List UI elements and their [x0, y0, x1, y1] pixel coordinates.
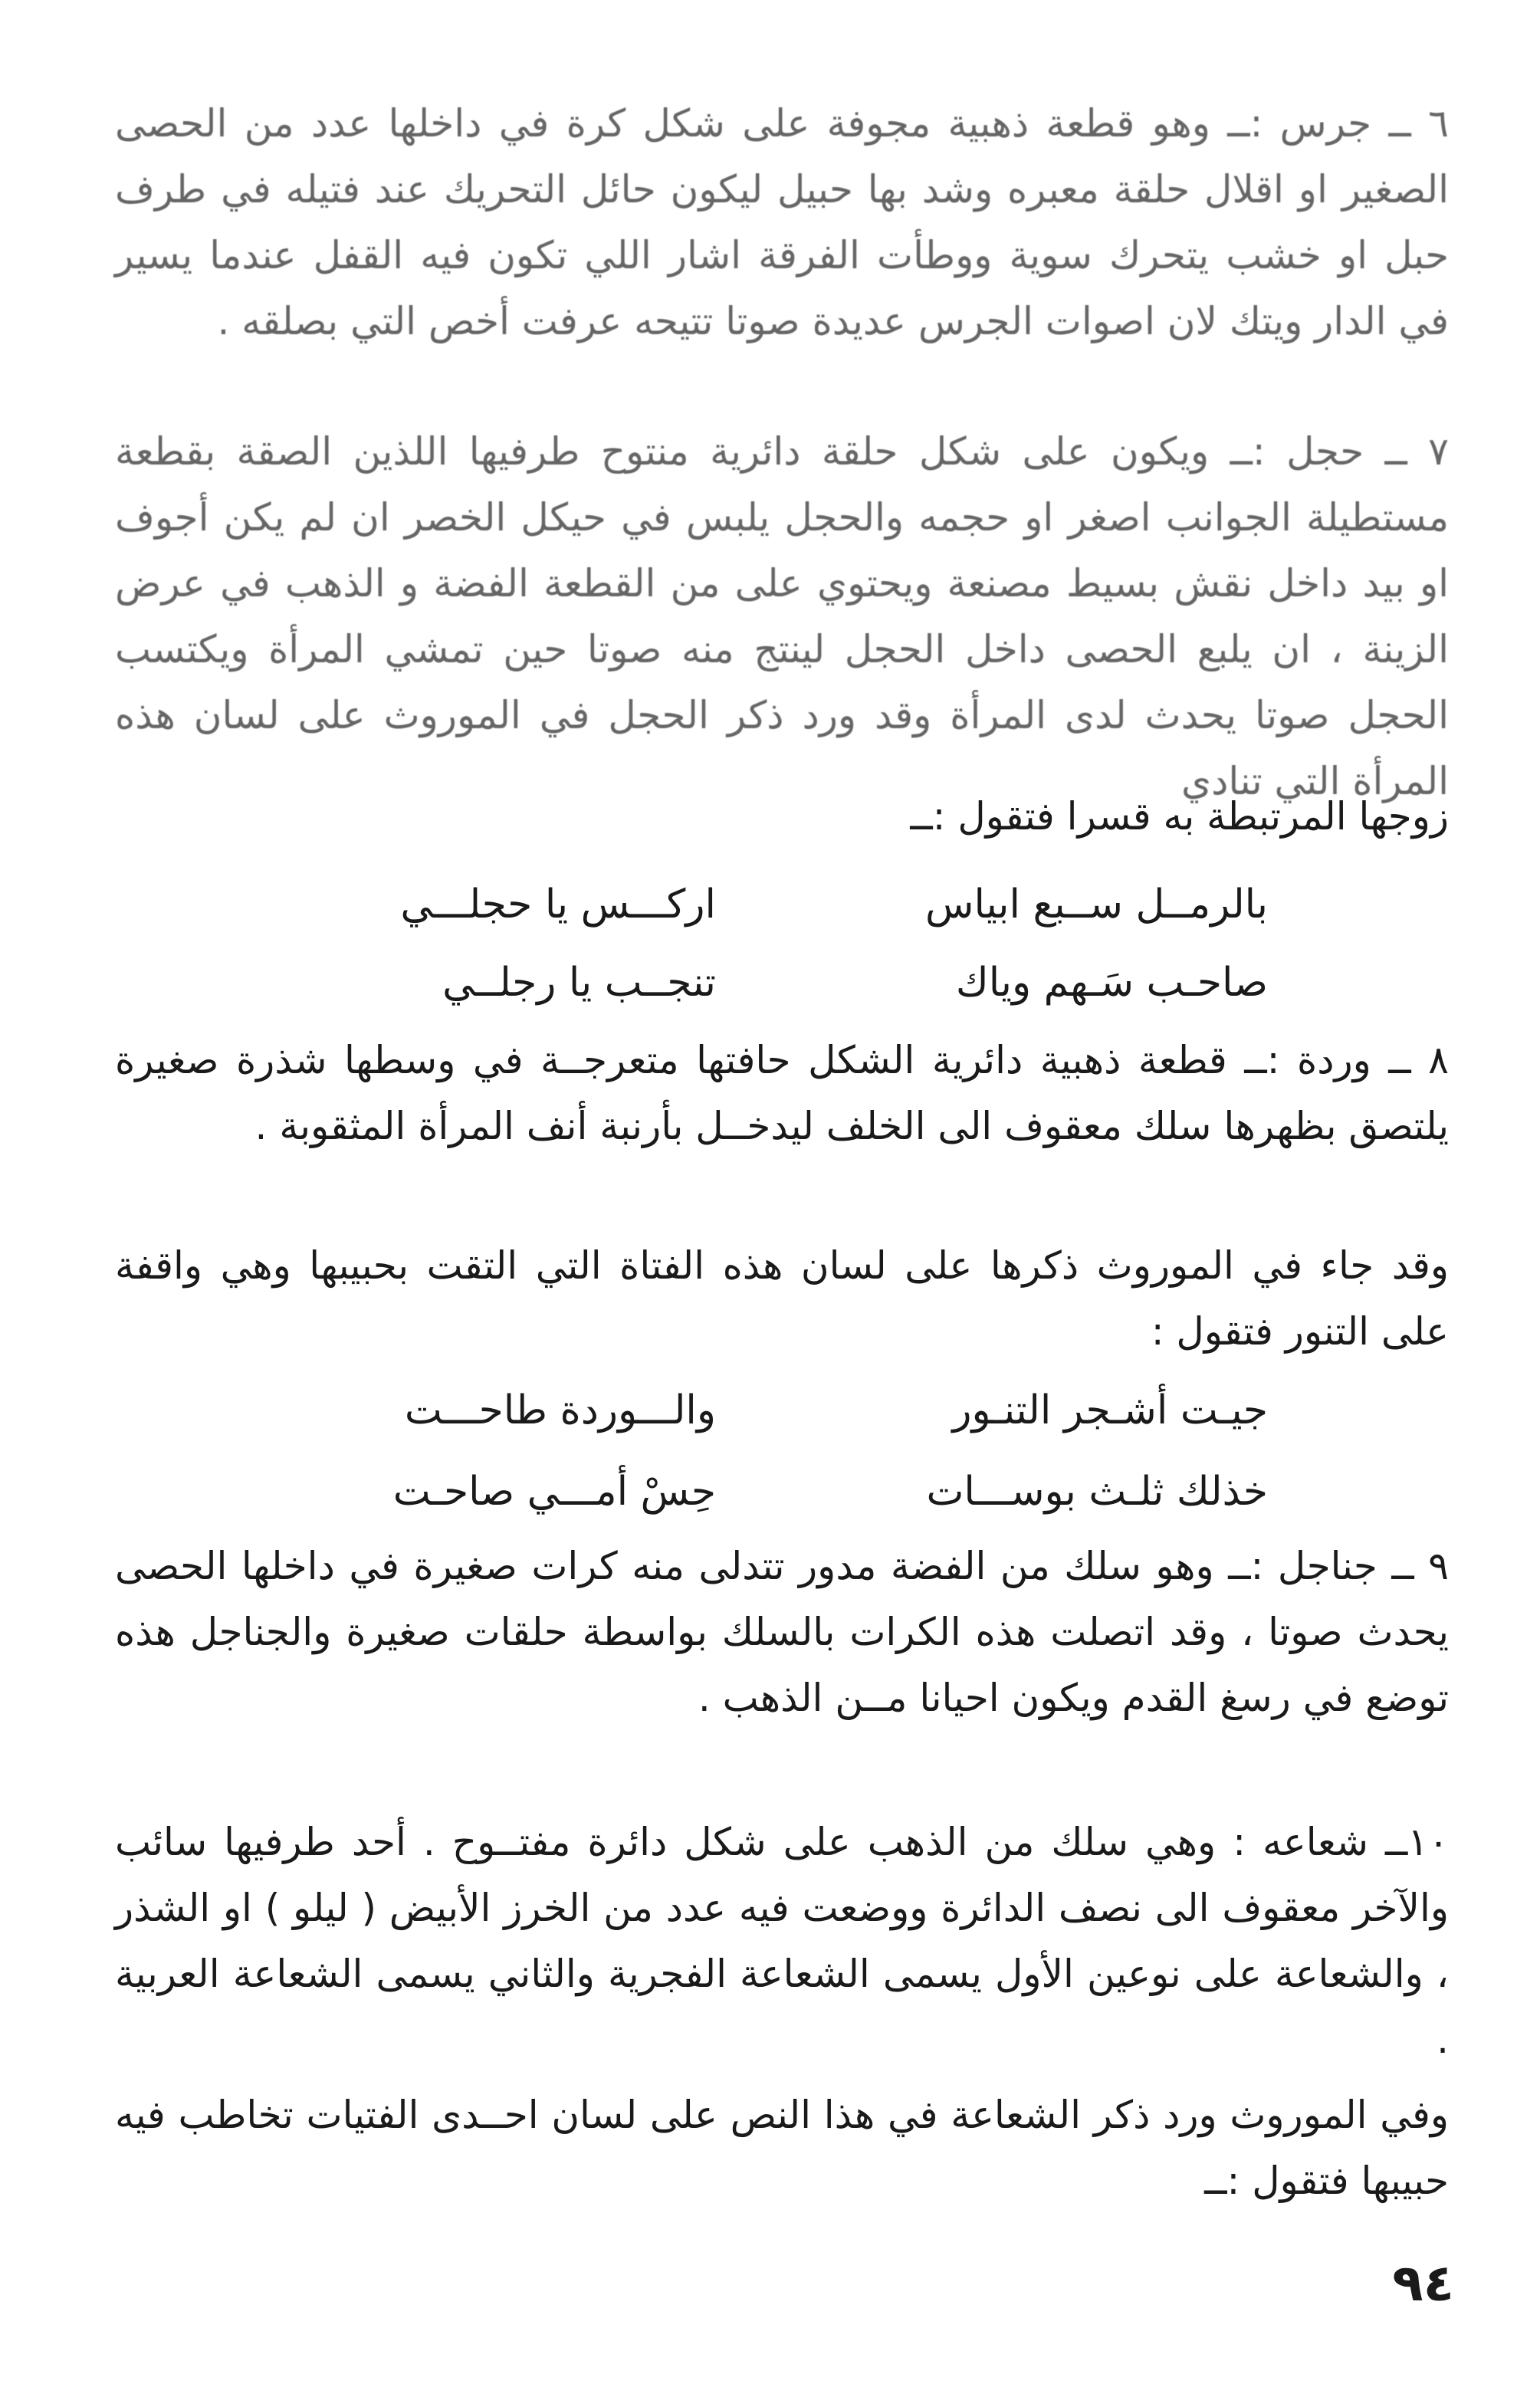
verse-left-hemistich: والـــوردة طاحـــت	[404, 1387, 716, 1433]
paragraph-text: زوجها المرتبطة به قسرا فتقول :ــ	[910, 794, 1449, 839]
verse-line-3	[271, 1387, 1268, 1433]
paragraph-item-8	[115, 1027, 1449, 1159]
paragraph-text: ٦ ــ جرس :ــ وهو قطعة ذهبية مجوفة على شكل كرة في داخلها عدد من الحصى الصغير او اقلال حلقة معبره وشد بها حبيل ليكون حائل التحريك عند فتيله في طرف حبل او خشب يتحرك سوية ووطأت الفرقة اشار اللي تكون فيه القفل عندما يسير في الدار ويتك لان اصوات الجرس عديدة صوتا تتيحه عرفت أخص التي بصلقه .	[115, 101, 1449, 343]
paragraph-item-9	[115, 1533, 1449, 1731]
paragraph-item-8-quote-intro	[115, 1233, 1449, 1364]
verse-left-hemistich: حِسْ أمـــي صاحـت	[392, 1469, 716, 1515]
paragraph-text: ٧ ــ حجل :ــ ويكون على شكل حلقة دائرية منتوح طرفيها اللذين الصقة بقطعة مستطيلة الجوانب اصغر او حجمه والحجل يلبس في حيكل الخصر ان لم يكن أجوف او بيد داخل نقش بسيط مصنعة ويحتوي على من القطعة الفضة و الذهب في عرض الزينة ، ان يلبع الحصى داخل الحجل لينتج منه صوتا حين تمشي المرأة ويكتسب الحجل صوتا يحدث لدى المرأة وقد ورد ذكر الحجل في الموروث على لسان هذه المرأة التي تنادي	[115, 429, 1449, 803]
paragraph-item-7	[115, 419, 1449, 814]
verse-right-hemistich: جيـت أشـجر التنـور	[952, 1387, 1268, 1433]
paragraph-text: ١٠ــ شعاعه : وهي سلك من الذهب على شكل دائرة مفتــوح . أحد طرفيها سائب والآخر معقوف الى نصف الدائرة ووضعت فيه عدد من الخرز الأبيض ( ليلو ) او الشذر ، والشعاعة على نوعين الأول يسمى الشعاعة الفجرية والثاني يسمى الشعاعة العربية .	[115, 1820, 1449, 2062]
paragraph-item-10-quote-intro	[115, 2082, 1449, 2214]
paragraph-text: وقد جاء في الموروث ذكرها على لسان هذه الفتاة التي التقت بحبيبها وهي واقفة على التنور فتقول :	[115, 1243, 1449, 1354]
verse-right-hemistich: بالرمــل ســبع ابياس	[925, 882, 1268, 928]
verse-line-2	[271, 960, 1268, 1006]
page-number: ٩٤	[1392, 2254, 1454, 2313]
verse-line-4	[271, 1469, 1268, 1515]
paragraph-text: وفي الموروث ورد ذكر الشعاعة في هذا النص على لسان احــدى الفتيات تخاطب فيه حبيبها فتقول :ــ	[115, 2093, 1449, 2203]
verse-line-1	[271, 882, 1268, 928]
verse-left-hemistich: تنجــب يا رجلــي	[442, 960, 716, 1006]
verse-right-hemistich: صاحـب سَـهم وياك	[955, 960, 1268, 1006]
paragraph-text: ٨ ــ وردة :ــ قطعة ذهبية دائرية الشكل حافتها متعرجــة في وسطها شذرة صغيرة يلتصق بظهرها سلك معقوف الى الخلف ليدخــل بأرنبة أنف المرأة المثقوبة .	[115, 1038, 1449, 1148]
verse-right-hemistich: خذلك ثلـث بوســـات	[926, 1469, 1268, 1515]
paragraph-item-10	[115, 1809, 1449, 2073]
paragraph-item-7-end	[115, 783, 1449, 849]
paragraph-text: ٩ ــ جناجل :ــ وهو سلك من الفضة مدور تتدلى منه كرات صغيرة في داخلها الحصى يحدث صوتا ، وقد اتصلت هذه الكرات بالسلك بواسطة حلقات صغيرة والجناجل هذه توضع في رسغ القدم ويكون احيانا مــن الذهب .	[115, 1544, 1449, 1720]
verse-left-hemistich: اركـــس يا حجلـــي	[400, 882, 716, 928]
paragraph-item-6	[115, 90, 1449, 354]
